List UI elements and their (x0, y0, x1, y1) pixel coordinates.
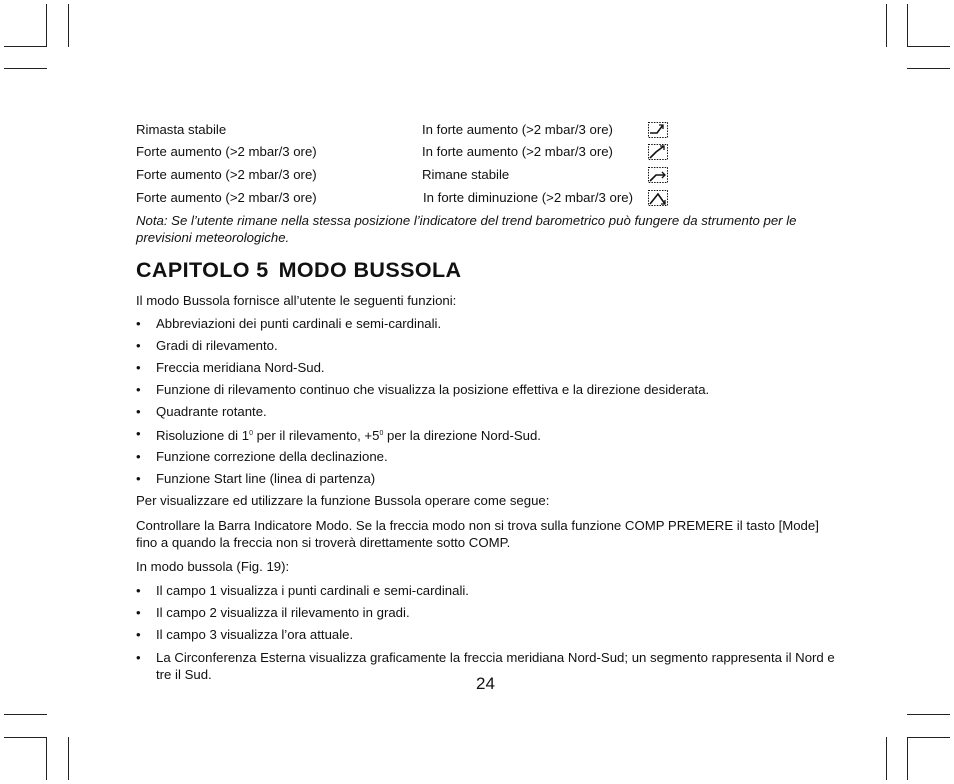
trend-previous: Rimasta stabile (136, 122, 227, 137)
trend-row (136, 165, 696, 187)
crop-mark (68, 4, 69, 47)
crop-mark (886, 737, 887, 780)
trend-previous: Forte aumento (>2 mbar/3 ore) (136, 167, 317, 182)
trend-previous: Forte aumento (>2 mbar/3 ore) (136, 144, 317, 159)
crop-mark (886, 4, 887, 47)
crop-mark (907, 737, 950, 738)
crop-mark (4, 737, 47, 738)
control-paragraph: Controllare la Barra Indicatore Modo. Se la freccia modo non si trova sulla funzione COMP PREMERE il tasto [Mode] fino a quando la freccia non si troverà direttamente sotto COMP. (136, 518, 819, 550)
trend-rise-then-stable-icon (646, 165, 670, 185)
trend-previous: Forte aumento (>2 mbar/3 ore) (136, 190, 317, 205)
intro-paragraph: Il modo Bussola fornisce all’utente le seguenti funzioni: (136, 293, 457, 308)
trend-current: In forte diminuzione (>2 mbar/3 ore) (423, 190, 634, 205)
crop-mark (46, 4, 47, 47)
crop-mark (907, 46, 950, 47)
trend-current: Rimane stabile (422, 167, 510, 182)
crop-mark (4, 46, 47, 47)
trend-row (136, 120, 696, 142)
usage-paragraph: Per visualizzare ed utilizzare la funzione Bussola operare come segue: (136, 493, 550, 508)
crop-mark (907, 737, 908, 780)
trend-rise-from-stable-icon (646, 120, 670, 140)
crop-mark (4, 68, 47, 69)
chapter-label: CAPITOLO 5 (136, 258, 269, 282)
mode-paragraph: In modo bussola (Fig. 19): (136, 559, 290, 574)
trend-current: In forte aumento (>2 mbar/3 ore) (422, 144, 613, 159)
crop-mark (68, 737, 69, 780)
crop-mark (46, 737, 47, 780)
trend-strong-rise-icon (646, 142, 670, 162)
crop-mark (907, 68, 950, 69)
crop-mark (907, 714, 950, 715)
note: Nota: Se l’utente rimane nella stessa posizione l’indicatore del trend barometrico può fungere da strumento per le previsioni meteorologiche. (136, 213, 797, 245)
chapter-heading (136, 258, 461, 283)
crop-mark (4, 714, 47, 715)
crop-mark (907, 4, 908, 47)
trend-current: In forte aumento (>2 mbar/3 ore) (422, 122, 613, 137)
chapter-title: MODO BUSSOLA (278, 258, 462, 282)
trend-row (136, 188, 696, 210)
trend-row (136, 142, 696, 164)
trend-rise-then-fall-icon (646, 188, 670, 208)
page-number: 24 (476, 674, 495, 693)
